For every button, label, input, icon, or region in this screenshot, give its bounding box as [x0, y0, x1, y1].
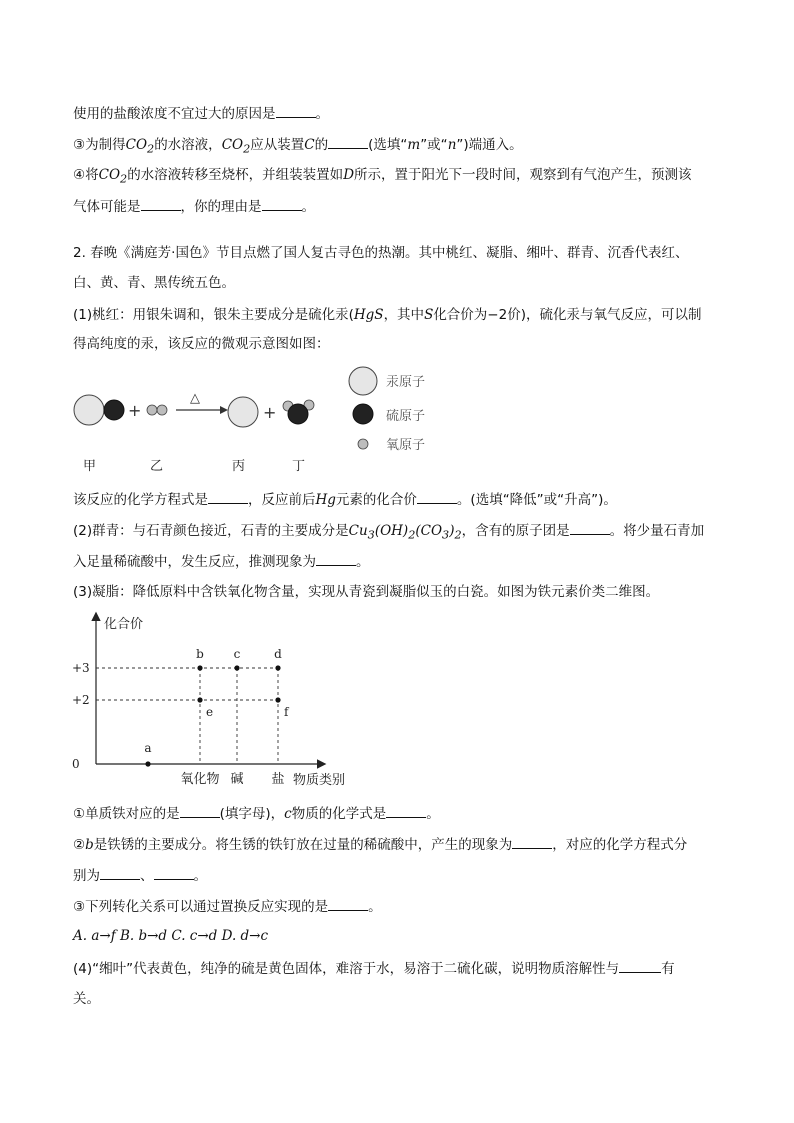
- q2-p4-line1: (4)“缃叶”代表黄色，纯净的硫是黄色固体，难溶于水，易溶于二硫化碳，说明物质溶解性与 有: [73, 958, 675, 979]
- label-bing: 丙: [232, 459, 246, 474]
- q2-p1-question: 该反应的化学方程式是 ，反应前后Hg元素的化合价 。(选填“降低”或“升高”)。: [73, 489, 617, 510]
- point-label-e: e: [206, 705, 214, 719]
- sulfur-atom-icon: [288, 404, 308, 424]
- answer-blank[interactable]: [154, 865, 194, 880]
- point-a: [145, 761, 150, 766]
- x-tick-label: 碱: [230, 772, 244, 787]
- answer-blank[interactable]: [100, 865, 140, 880]
- point-label-d: d: [274, 647, 282, 661]
- q2-intro-line2: 白、黄、青、黑传统五色。: [73, 275, 235, 291]
- mercury-atom-icon: [74, 395, 104, 425]
- answer-blank[interactable]: [141, 196, 181, 211]
- legend-oxygen-label: 氧原子: [386, 438, 426, 453]
- oxygen-atom-icon: [157, 405, 167, 415]
- answer-blank[interactable]: [316, 551, 356, 566]
- q2-p3-line: (3)凝脂：降低原料中含铁氧化物含量，实现从青瓷到凝脂似玉的白瓷。如图为铁元素价类二维图。: [73, 584, 660, 600]
- q2-s1-line: ①单质铁对应的是 (填字母)，c物质的化学式是 。: [73, 803, 440, 824]
- y-axis-label: 化合价: [104, 617, 144, 632]
- q2-p2-line1: (2)群青：与石青颜色接近，石青的主要成分是$Cu_3(OH)_2(CO_3)_2$，含有的原子团是 。将少量石青加: [73, 520, 704, 546]
- oxygen-atom-icon: [147, 405, 157, 415]
- answer-blank[interactable]: [276, 103, 316, 118]
- q1-step3-line: ③为制得$CO_2$的水溶液，$CO_2$应从装置C的 (选填“m”或“n”)端通入。: [73, 134, 523, 160]
- point-b: [197, 665, 202, 670]
- mercury-atom-icon: [228, 397, 258, 427]
- q1-hcl-line: 使用的盐酸浓度不宜过大的原因是 。: [73, 103, 329, 124]
- q2-s2-line2: 别为 、 。: [73, 865, 207, 886]
- x-tick-label: 氧化物: [180, 772, 220, 787]
- answer-blank[interactable]: [328, 896, 368, 911]
- q2-p1-line2: 得高纯度的汞，该反应的微观示意图如图：: [73, 336, 330, 352]
- point-d: [275, 665, 280, 670]
- x-axis-label: 物质类别: [293, 773, 346, 788]
- answer-blank[interactable]: [386, 803, 426, 818]
- q1-step4-line2: 气体可能是 ，你的理由是 。: [73, 196, 315, 217]
- q2-s3-options: A. a→f B. b→d C. c→d D. d→c: [73, 928, 269, 944]
- answer-blank[interactable]: [512, 834, 552, 849]
- legend-sulfur-icon: [353, 404, 373, 424]
- legend-oxygen-icon: [358, 439, 368, 449]
- answer-blank[interactable]: [619, 958, 661, 973]
- y-tick-label: +2: [72, 693, 90, 707]
- y-tick-label: +3: [72, 661, 90, 675]
- legend-mercury-label: 汞原子: [386, 375, 426, 390]
- point-e: [197, 697, 202, 702]
- answer-blank[interactable]: [180, 803, 220, 818]
- plus-sign: +: [128, 401, 142, 420]
- label-jia: 甲: [83, 459, 97, 474]
- y-tick-label: 0: [72, 757, 80, 771]
- point-label-b: b: [196, 647, 204, 661]
- heat-symbol: △: [190, 391, 200, 406]
- q2-p1-line1: (1)桃红：用银朱调和，银朱主要成分是硫化汞(HgS，其中S化合价为−2价)，硫化汞与氧气反应，可以制: [73, 307, 702, 323]
- point-label-f: f: [284, 705, 289, 719]
- point-f: [275, 697, 280, 702]
- plus-sign: +: [263, 403, 277, 422]
- q2-p4-line2: 关。: [73, 991, 100, 1007]
- iron-valence-chart: [70, 608, 370, 790]
- answer-blank[interactable]: [570, 520, 610, 535]
- point-label-a: a: [144, 741, 152, 755]
- legend-mercury-icon: [349, 367, 377, 395]
- answer-blank[interactable]: [208, 489, 248, 504]
- q2-s3-line: ③下列转化关系可以通过置换反应实现的是 。: [73, 896, 382, 917]
- x-tick-label: 盐: [271, 772, 285, 787]
- arrow-head-icon: [220, 406, 228, 414]
- answer-blank[interactable]: [262, 196, 302, 211]
- q2-p2-line2: 入足量稀硫酸中，发生反应，推测现象为 。: [73, 551, 370, 572]
- answer-blank[interactable]: [328, 134, 368, 149]
- legend-sulfur-label: 硫原子: [386, 409, 426, 424]
- q1-step4-line1: ④将$CO_2$的水溶液转移至烧杯，并组装装置如D所示，置于阳光下一段时间，观察到有气泡产生，预测该: [73, 167, 692, 186]
- label-yi: 乙: [150, 459, 164, 474]
- q2-s2-line1: ②b是铁锈的主要成分。将生锈的铁钉放在过量的稀硫酸中，产生的现象为 ，对应的化学方程式分: [73, 834, 687, 855]
- q2-intro-line1: 2. 春晚《满庭芳·国色》节目点燃了国人复古寻色的热潮。其中桃红、凝脂、缃叶、群青、沉香代表红、: [73, 245, 689, 261]
- label-ding: 丁: [292, 459, 306, 474]
- point-c: [234, 665, 239, 670]
- point-label-c: c: [233, 647, 241, 661]
- sulfur-atom-icon: [104, 400, 124, 420]
- reaction-micro-diagram: [60, 360, 480, 478]
- answer-blank[interactable]: [417, 489, 457, 504]
